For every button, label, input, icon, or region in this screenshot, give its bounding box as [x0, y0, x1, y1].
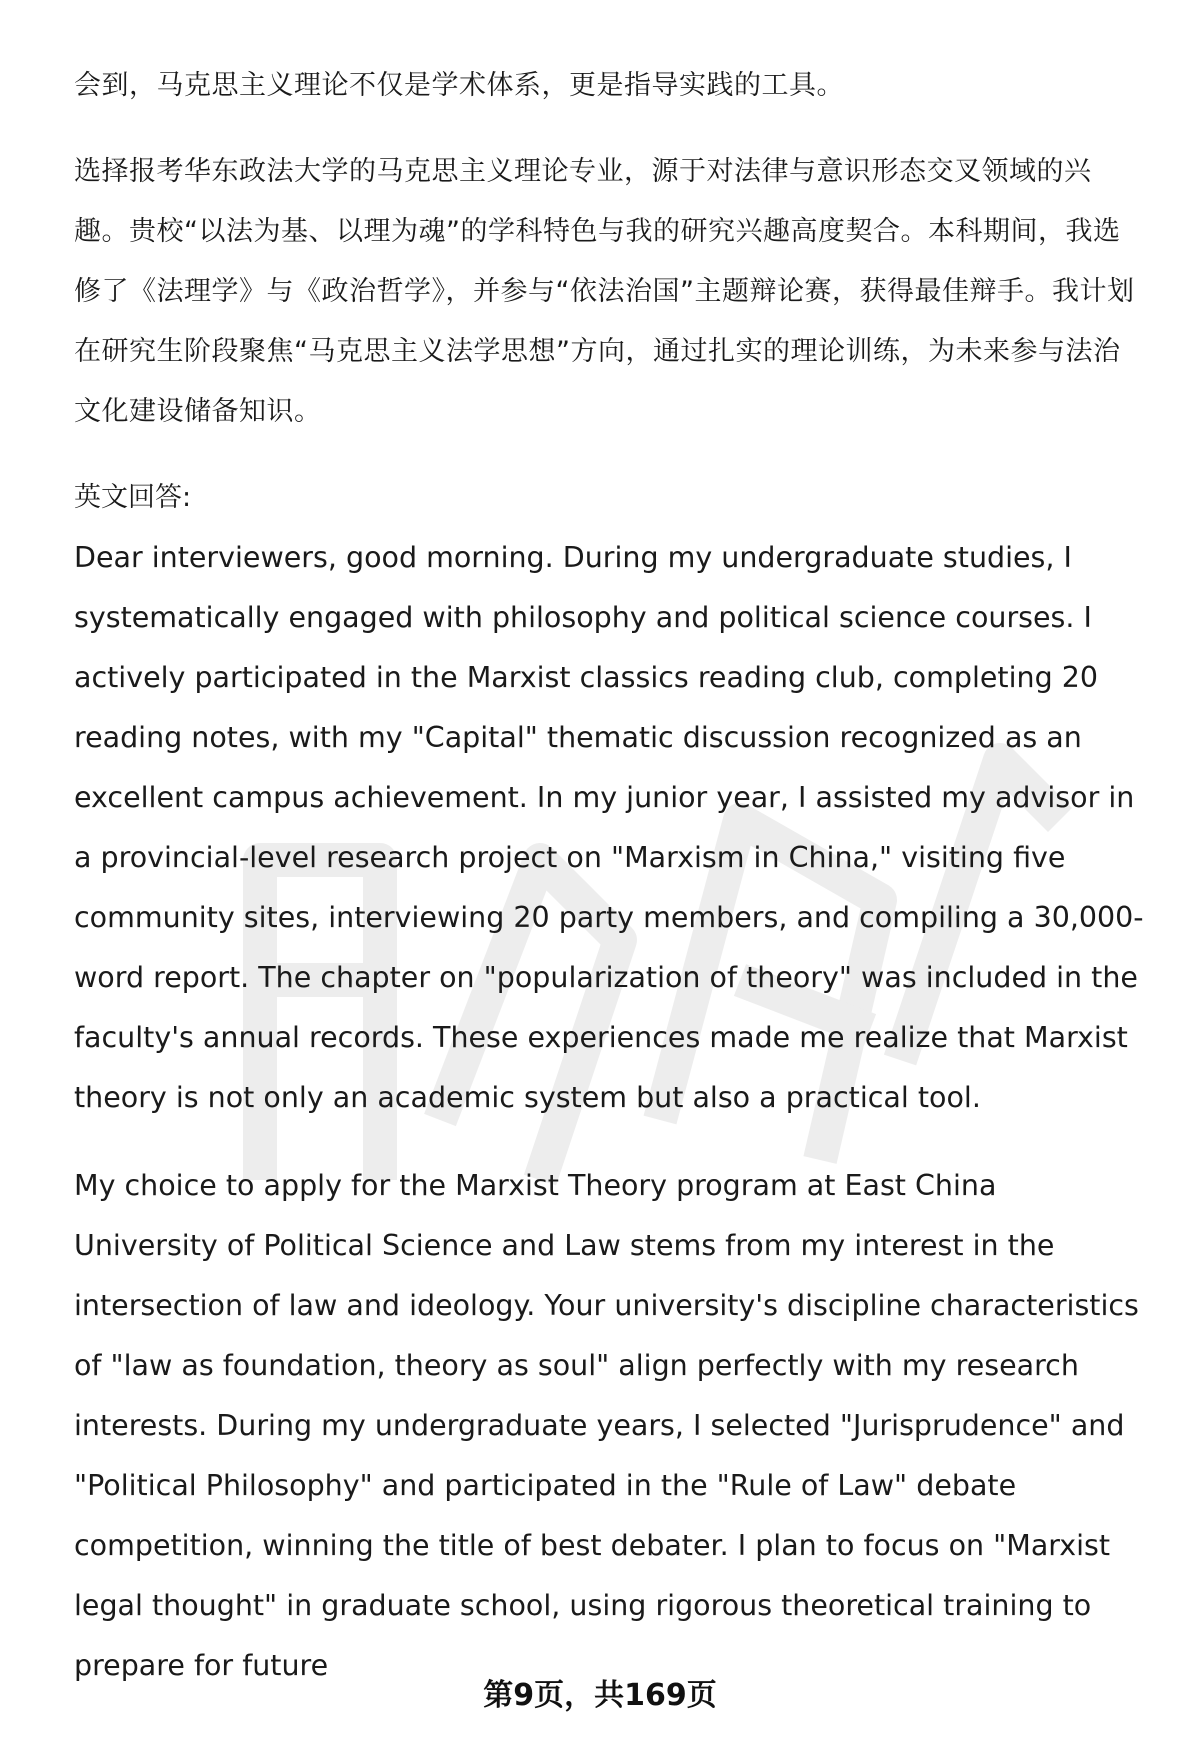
english-paragraph-1: Dear interviewers, good morning. During my undergraduate studies, I systematically engaged with philosophy and political science courses. I actively participated in the Marxist classics reading club, completing 20 reading notes, with my "Capital" thematic discussion recognized as an excellent campus achievement. In my junior year, I assisted my advisor in a provincial-level research project on "Marxism in China," visiting five community sites, interviewing 20 party members, and compiling a 30,000-word report. The chapter on "popularization of theory" was included in the faculty's annual records. These experiences made me realize that Marxist theory is not only an academic system but also a practical tool. [74, 541, 1144, 1114]
english-answer-heading: 英文回答: [74, 482, 192, 513]
english-paragraph-2: My choice to apply for the Marxist Theory program at East China University of Political Science and Law stems from my interest in the intersection of law and ideology. Your university's discipline characteristics of "law as foundation, theory as soul" align perfectly with my research interests. During my undergraduate years, I selected "Jurisprudence" and "Political Philosophy" and participated in the "Rule of Law" debate competition, winning the title of best debater. I plan to focus on "Marxist legal thought" in graduate school, using rigorous theoretical training to prepare for future [74, 1169, 1139, 1682]
chinese-paragraph: 选择报考华东政法大学的马克思主义理论专业，源于对法律与意识形态交叉领域的兴趣。贵校“以法为基、以理为魂”的学科特色与我的研究兴趣高度契合。本科期间，我选修了《法理学》与《政治哲学》，并参与“依法治国”主题辩论赛，获得最佳辩手。我计划在研究生阶段聚焦“马克思主义法学思想”方向，通过扎实的理论训练，为未来参与法治文化建设储备知识。 [74, 156, 1135, 427]
document-page [74, 56, 1144, 1696]
chinese-paragraph-tail: 会到，马克思主义理论不仅是学术体系，更是指导实践的工具。 [74, 70, 844, 101]
page-number-footer: 第9页，共169页 [483, 1678, 717, 1713]
